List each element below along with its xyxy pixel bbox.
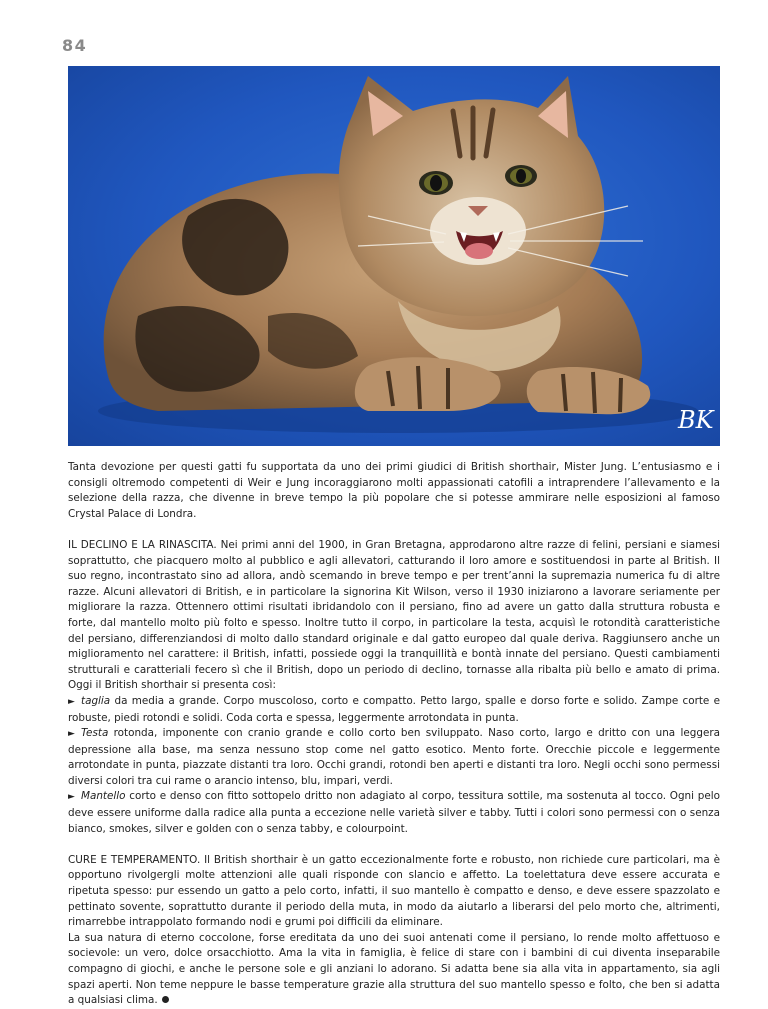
article-body xyxy=(68,460,720,1009)
bullet-arrow-icon: ► xyxy=(68,696,75,707)
bullet-term-taglia: taglia xyxy=(81,694,111,707)
intro-paragraph: Tanta devozione per questi gatti fu supportata da uno dei primi giudici di British shorthair, Mister Jung. L’entusiasmo e i consigli oltremodo competenti di Weir e Jung incoraggiarono molti appassionati catofili a intraprendere l’allevamento e la selezione della razza, che divenne in breve tempo la più popolare che si potesse ammirare nelle esposizioni al famoso Crystal Palace di Londra. xyxy=(68,461,720,520)
end-of-article-dot-icon xyxy=(162,996,169,1003)
cure-paragraph-1: CURE E TEMPERAMENTO. Il British shorthair è un gatto eccezionalmente forte e robusto, non richiede cure particolari, ma è opportuno rivolgergli molte attenzioni alle quali risponde con slancio e affetto. La toelettatura deve essere accurata e ripetuta spesso: pur essendo un gatto a pelo corto, infatti, il suo mantello è compatto e denso, e deve essere spazzolato e pettinato sovente, soprattutto durante il periodo della muta, in modo da aiutarlo a liberarsi del pelo morto che, altrimenti, rimarrebbe intrappolato formando nodi e grumi poi difficili da eliminare. xyxy=(68,853,720,929)
bullet-text-taglia: da media a grande. Corpo muscoloso, corto e compatto. Petto largo, spalle e dorso forte e solido. Zampe corte e robuste, piedi rotondi e solidi. Coda corta e spessa, leggermente arrotondata in punta. xyxy=(68,694,720,724)
bullet-term-mantello: Mantello xyxy=(81,790,126,803)
photo-signature: BK xyxy=(678,406,714,434)
bullet-arrow-icon: ► xyxy=(68,792,75,803)
declino-section xyxy=(68,538,720,837)
page-number: 84 xyxy=(62,36,88,55)
bullet-text-testa: rotonda, imponente con cranio grande e collo corto ben sviluppato. Naso corto, largo e dritto con una leggera depressione alla base, ma senza nessuno stop come nel gatto esotico. Mento forte. Orecchie piccole e leggermente arrotondate in punta, piazzate distanti tra loro. Occhi grandi, rotondi ben aperti e distanti tra loro. Negli occhi sono permessi diversi colori tra cui rame o arancio intenso, blu, impari, verdi. xyxy=(68,727,720,787)
cat-photo xyxy=(68,66,720,446)
declino-paragraph: IL DECLINO E LA RINASCITA. Nei primi anni del 1900, in Gran Bretagna, approdarono altre razze di felini, persiani e siamesi soprattutto, che piacquero molto al pubblico e agli allevatori, catturando il loro amore e sostituendosi in parte al British. Il suo regno, incontrastato sino ad allora, andò scemando in breve tempo e per trent’anni la supremazia numerica fu di altre razze. Alcuni allevatori di British, e in particolare la signorina Kit Wilson, verso il 1930 iniziarono a lavorare seriamente per migliorare la razza. Ottennero ottimi risultati ibridandolo con il persiano, fino ad avere un gatto dalla struttura robusta e forte, dal mantello molto più folto e spesso. Inoltre tutto il corpo, in particolare la testa, acquisì le rotondità caratteristiche del persiano, differenziandosi di molto dallo standard originale e dal gatto europeo dal quale deriva. Raggiunsero anche un miglioramento nel carattere: il British, infatti, possiede oggi la tranquillità e bontà innate del persiano. Questi cambiamenti strutturali e caratteriali fecero sì che il British, dopo un periodo di declino, tornasse alla ribalta più bello e amato di prima. Oggi il British shorthair si presenta così: xyxy=(68,538,720,692)
bullet-arrow-icon: ► xyxy=(68,729,75,740)
bullet-term-testa: Testa xyxy=(81,727,109,740)
cure-paragraph-2: La sua natura di eterno coccolone, forse ereditata da uno dei suoi antenati come il persiano, lo rende molto affettuoso e socievole: un vero, dolce orsacchiotto. Ama la vita in famiglia, è felice di stare con i bambini di cui diventa inseparabile compagno di giochi, e anche le persone sole e gli anziani lo adorano. Si adatta bene sia alla vita in appartamento, sia agli spazi aperti. Non teme neppure le basse temperature grazie alla struttura del suo mantello spesso e folto, che ben si adatta a qualsiasi clima. xyxy=(68,931,720,1007)
british-shorthair-cat-illustration xyxy=(68,66,720,446)
bullet-text-mantello: corto e denso con fitto sottopelo dritto non adagiato al corpo, tessitura sottile, ma sostenuta al tocco. Ogni pelo deve essere uniforme dalla radice alla punta a eccezione nelle varietà silver e tabby. Tutti i colori sono permessi con o senza bianco, smokes, silver e golden con o senza tabby, e colourpoint. xyxy=(68,790,720,835)
cure-section xyxy=(68,853,720,1009)
